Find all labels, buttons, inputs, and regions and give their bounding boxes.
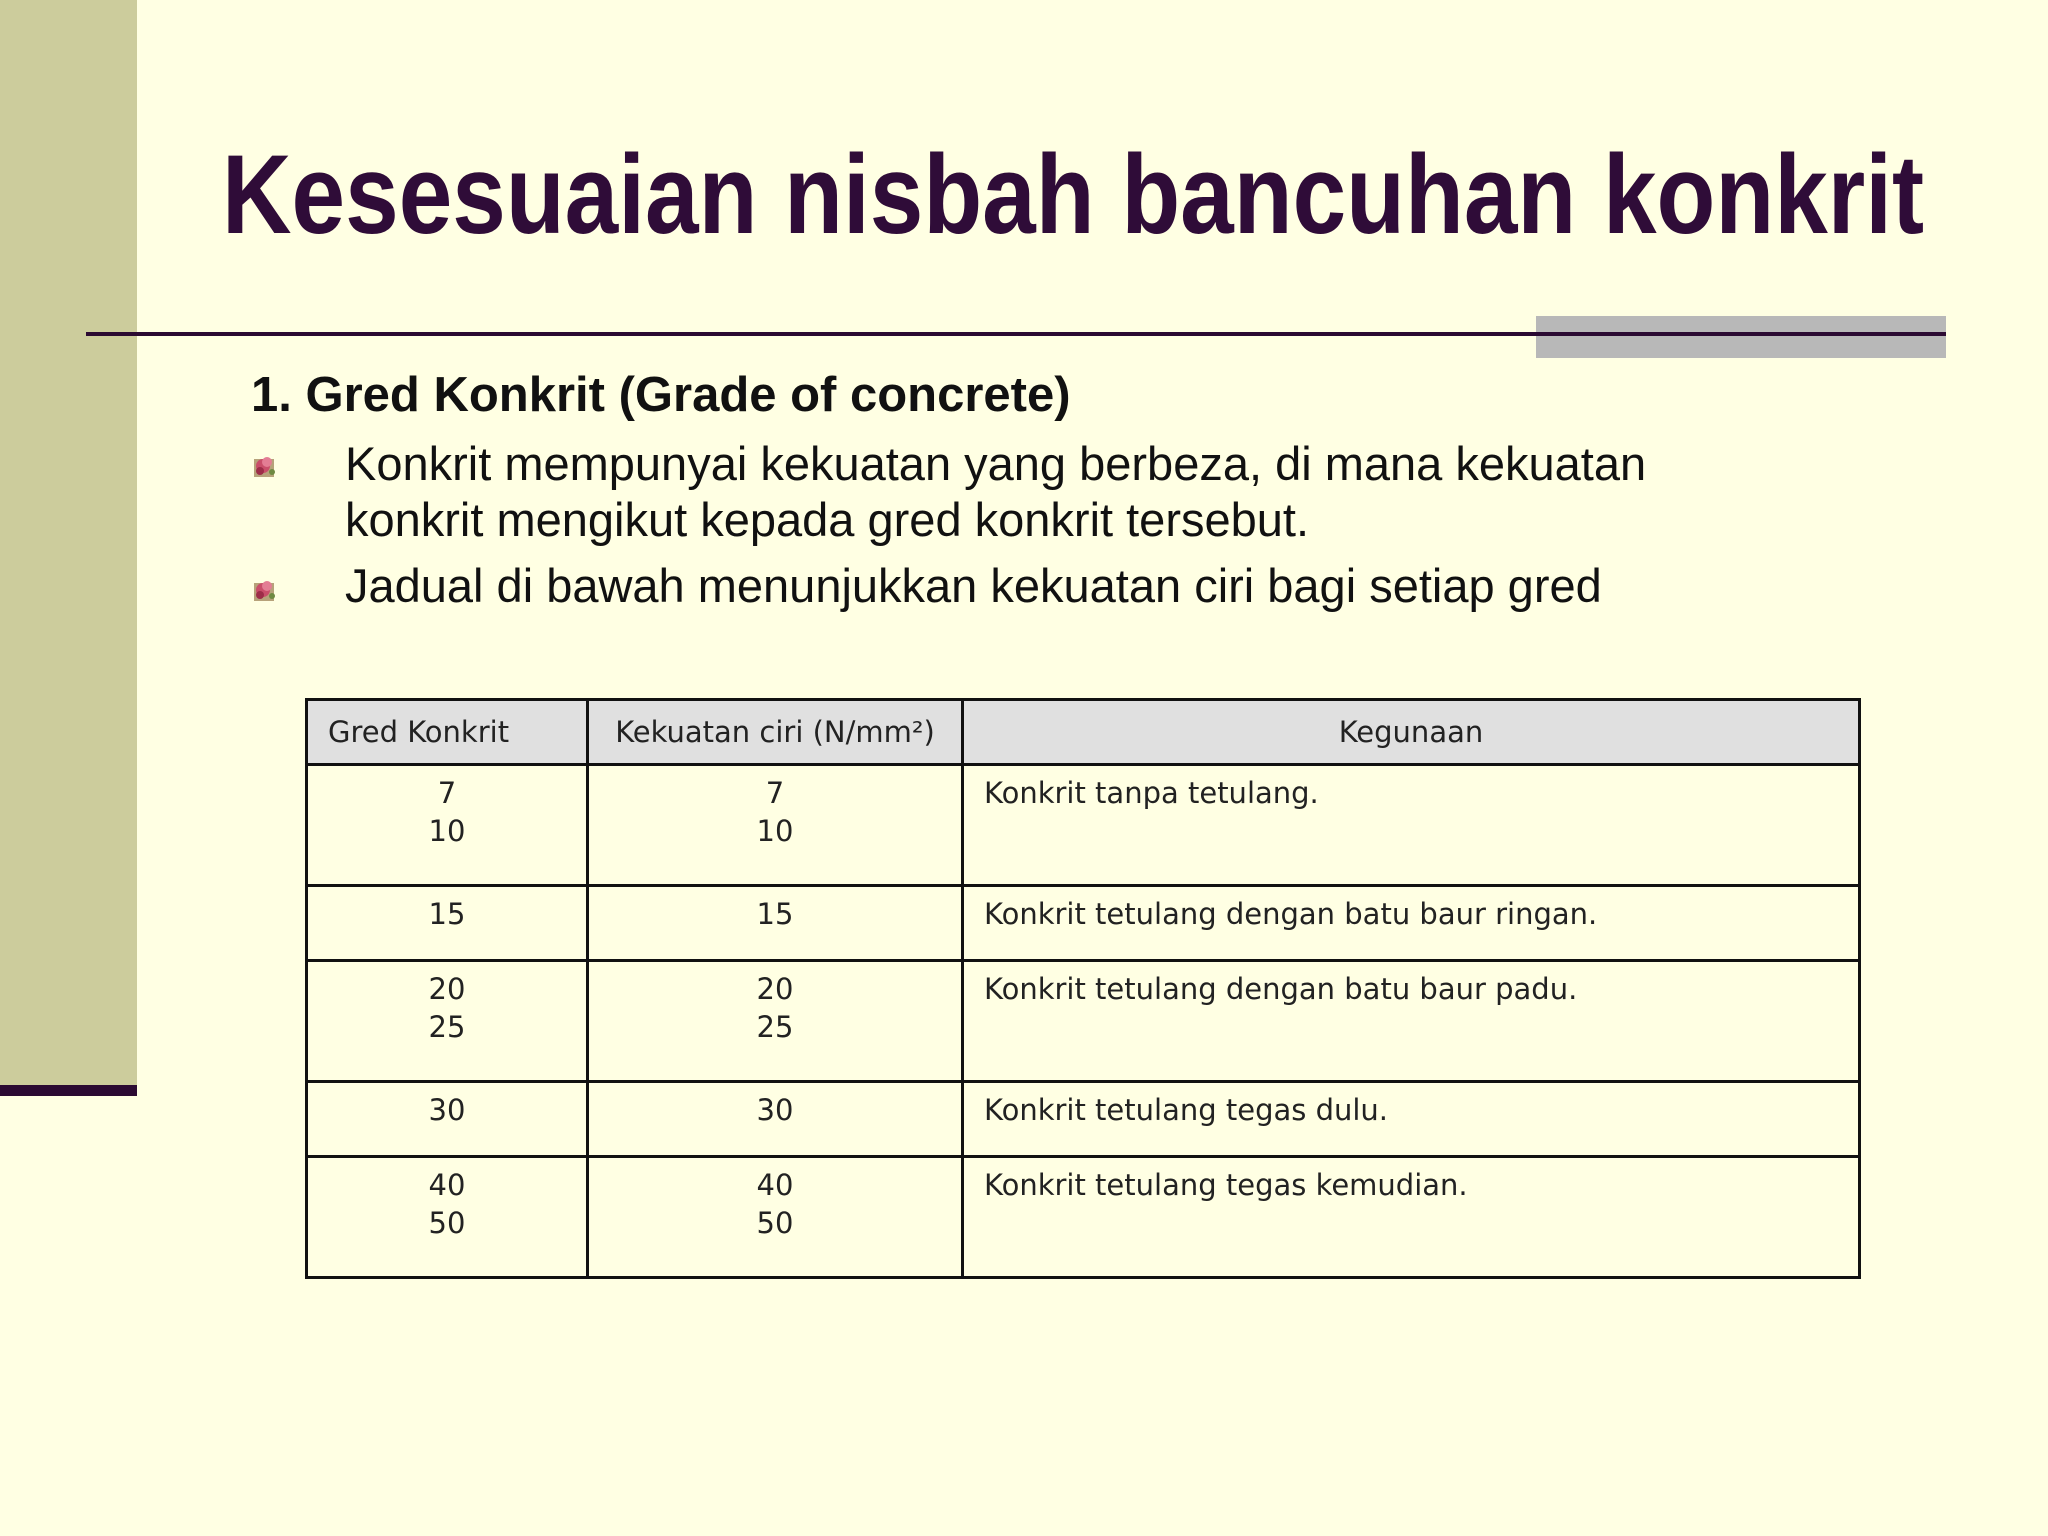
cell-grade-value: 10 xyxy=(428,814,466,848)
title-grey-bar xyxy=(1536,316,1946,358)
sidebar-accent-line xyxy=(0,1085,137,1096)
sidebar-band xyxy=(0,0,137,1085)
table-row xyxy=(307,886,1860,961)
cell-use: Konkrit tetulang dengan batu baur ringan. xyxy=(963,886,1860,961)
cell-strength xyxy=(588,886,963,961)
table-row xyxy=(307,1157,1860,1278)
cell-strength xyxy=(588,1157,963,1278)
header-grade: Gred Konkrit xyxy=(307,700,588,765)
cell-use: Konkrit tetulang tegas kemudian. xyxy=(963,1157,1860,1278)
cell-strength-value: 25 xyxy=(756,1010,794,1044)
cell-strength-value: 30 xyxy=(756,1093,794,1127)
table-header-row xyxy=(307,700,1860,765)
bullet-1-line-2: konkrit mengikut kepada gred konkrit tersebut. xyxy=(345,493,1310,546)
cell-strength-value: 20 xyxy=(756,972,794,1006)
cell-strength-value: 7 xyxy=(765,776,785,810)
cell-grade xyxy=(307,1082,588,1157)
cell-strength-value: 10 xyxy=(756,814,794,848)
table-row xyxy=(307,961,1860,1082)
cell-use: Konkrit tetulang dengan batu baur padu. xyxy=(963,961,1860,1082)
cell-grade-value: 25 xyxy=(428,1010,466,1044)
flower-bullet-icon xyxy=(252,453,278,479)
cell-grade-value: 20 xyxy=(428,972,466,1006)
cell-use: Konkrit tanpa tetulang. xyxy=(963,765,1860,886)
cell-grade-value: 15 xyxy=(428,897,466,931)
cell-use: Konkrit tetulang tegas dulu. xyxy=(963,1082,1860,1157)
cell-grade-value: 7 xyxy=(437,776,457,810)
bullet-text-2 xyxy=(345,558,1845,614)
cell-grade-value: 40 xyxy=(428,1168,466,1202)
table-row xyxy=(307,1082,1860,1157)
cell-grade xyxy=(307,765,588,886)
cell-grade-value: 30 xyxy=(428,1093,466,1127)
flower-bullet-icon xyxy=(252,577,278,603)
cell-grade xyxy=(307,1157,588,1278)
bullet-text-1 xyxy=(345,436,1845,548)
table-row xyxy=(307,765,1860,886)
cell-strength-value: 50 xyxy=(756,1206,794,1240)
cell-grade xyxy=(307,961,588,1082)
title-divider xyxy=(86,332,1946,336)
cell-strength xyxy=(588,1082,963,1157)
section-heading: 1. Gred Konkrit (Grade of concrete) xyxy=(251,368,1071,422)
header-use: Kegunaan xyxy=(963,700,1860,765)
slide-title: Kesesuaian nisbah bancuhan konkrit xyxy=(222,132,1925,257)
cell-strength-value: 15 xyxy=(756,897,794,931)
concrete-grade-table xyxy=(305,698,1861,1279)
bullet-1-line-1: Konkrit mempunyai kekuatan yang berbeza, di mana kekuatan xyxy=(345,437,1647,490)
cell-strength xyxy=(588,765,963,886)
cell-strength xyxy=(588,961,963,1082)
header-strength: Kekuatan ciri (N/mm²) xyxy=(588,700,963,765)
bullet-2-line-1: Jadual di bawah menunjukkan kekuatan ciri bagi setiap gred xyxy=(345,559,1602,612)
cell-grade-value: 50 xyxy=(428,1206,466,1240)
cell-strength-value: 40 xyxy=(756,1168,794,1202)
cell-grade xyxy=(307,886,588,961)
